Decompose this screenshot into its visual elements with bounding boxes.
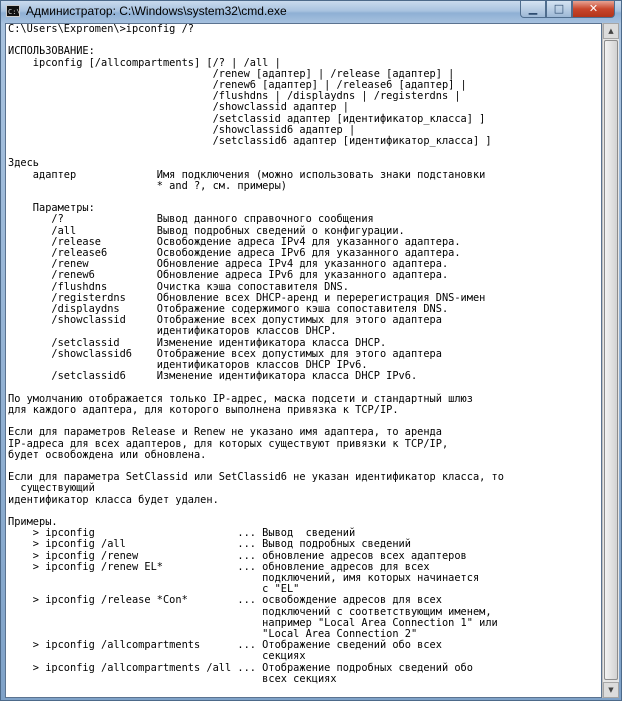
console-line: "Local Area Connection 2" [8,627,418,640]
console-line: > ipconfig /renew EL* ... обновление адресов для всех [8,560,430,573]
console-line: /flushdns Очистка кэша сопоставителя DNS. [8,280,349,293]
console-line: секциях [8,650,306,663]
console-line: * and ?, см. примеры) [8,179,287,192]
maximize-button[interactable] [546,1,572,18]
console-line: /showclassid6 адаптер | [8,123,356,136]
title-bar[interactable] [1,1,621,23]
cmd-app-icon[interactable]: C:\ [6,5,20,17]
arrow-up-icon: ▲ [608,27,614,35]
scrollbar-thumb[interactable] [604,40,618,680]
console-line: /renew6 Обновление адреса IPv6 для указанного адаптера. [8,269,449,282]
vertical-scrollbar[interactable] [602,23,619,698]
scroll-down-button[interactable] [603,682,619,698]
console-line: /flushdns | /displaydns | /registerdns | [8,90,461,103]
console-line: C:\Users\Expromen\>ipconfig /? [8,23,194,35]
console-line: идентификатор класса будет удален. [8,493,219,506]
console-line: > ipconfig /allcompartments /all ... Отображение подробных сведений обо [8,661,473,674]
console-line: Примеры. [8,515,58,528]
console-line: /setclassid адаптер [идентификатор_класса] ] [8,112,486,125]
console-line: /showclassid адаптер | [8,101,349,114]
console-line: > ipconfig /allcompartments ... Отображение сведений обо всех [8,639,442,652]
console-line: /setclassid6 Изменение идентификатора класса DHCP IPv6. [8,370,418,383]
console-line: подключений, имя которых начинается [8,571,480,584]
console-line: ipconfig [/allcompartments] [/? | /all | [8,56,281,69]
console-output[interactable] [5,23,602,698]
window-title: Администратор: C:\Windows\system32\cmd.exe [26,4,287,18]
console-line: ИСПОЛЬЗОВАНИЕ: [8,45,95,58]
console-line: /setclassid Изменение идентификатора класса DHCP. [8,336,387,349]
console-line: например "Local Area Connection 1" или [8,616,498,629]
console-line: /release Освобождение адреса IPv4 для указанного адаптера. [8,235,461,248]
console-line: всех секциях [8,672,337,685]
console-line: > ipconfig /release *Con* ... освобождение адресов для всех [8,594,442,607]
console-line: /displaydns Отображение содержимого кэша сопоставителя DNS. [8,303,449,316]
console-line: адаптер Имя подключения (можно использовать знаки подстановки [8,168,486,181]
console-line: > ipconfig /all ... Вывод подробных сведений [8,538,411,551]
console-line: идентификаторов классов DHCP IPv6. [8,359,368,372]
console-line: Параметры: [8,202,95,215]
console-text [6,24,601,685]
console-line: с "EL" [8,583,300,596]
console-line: /showclassid6 Отображение всех допустимых для этого адаптера [8,347,442,360]
arrow-down-icon: ▼ [608,686,614,694]
console-line: > ipconfig ... Вывод сведений [8,527,356,540]
console-line: Здесь [8,157,39,170]
close-icon: ✕ [588,2,599,15]
console-line: По умолчанию отображается только IP-адрес, маска подсети и стандартный шлюз [8,392,473,405]
console-line: /registerdns Обновление всех DHCP-аренд и перерегистрация DNS-имен [8,291,486,304]
console-line: Если для параметра SetClassid или SetClassid6 не указан идентификатор класса, то [8,471,504,484]
scroll-up-button[interactable] [603,23,619,39]
close-button[interactable] [572,1,615,18]
console-line: > ipconfig /renew ... обновление адресов всех адаптеров [8,549,467,562]
console-line: /renew Обновление адреса IPv4 для указанного адаптера. [8,258,449,271]
console-line: идентификаторов классов DHCP. [8,325,337,338]
caption-buttons [520,1,615,19]
console-line: существующий [8,482,95,495]
console-line: для каждого адаптера, для которого выполнена привязка к TCP/IP. [8,403,399,416]
console-line: будет освобождена или обновлена. [8,448,207,461]
console-line: /all Вывод подробных сведений о конфигурации. [8,224,405,237]
console-line: /showclassid Отображение всех допустимых для этого адаптера [8,314,442,327]
console-line: подключений с соответствующим именем, [8,605,492,618]
console-line: Если для параметров Release и Renew не указано имя адаптера, то аренда [8,426,442,439]
minimize-button[interactable] [520,1,546,18]
minimize-icon: ▁ [528,2,538,15]
console-line: /renew [адаптер] | /release [адаптер] | [8,67,455,80]
console-line: /setclassid6 адаптер [идентификатор_класса] ] [8,135,492,148]
console-line: /release6 Освобождение адреса IPv6 для указанного адаптера. [8,247,461,260]
console-line: /renew6 [адаптер] | /release6 [адаптер] | [8,79,467,92]
console-line: /? Вывод данного справочного сообщения [8,213,374,226]
maximize-icon: □ [553,2,565,15]
console-line: IP-адреса для всех адаптеров, для которых существуют привязки к TCP/IP, [8,437,449,450]
